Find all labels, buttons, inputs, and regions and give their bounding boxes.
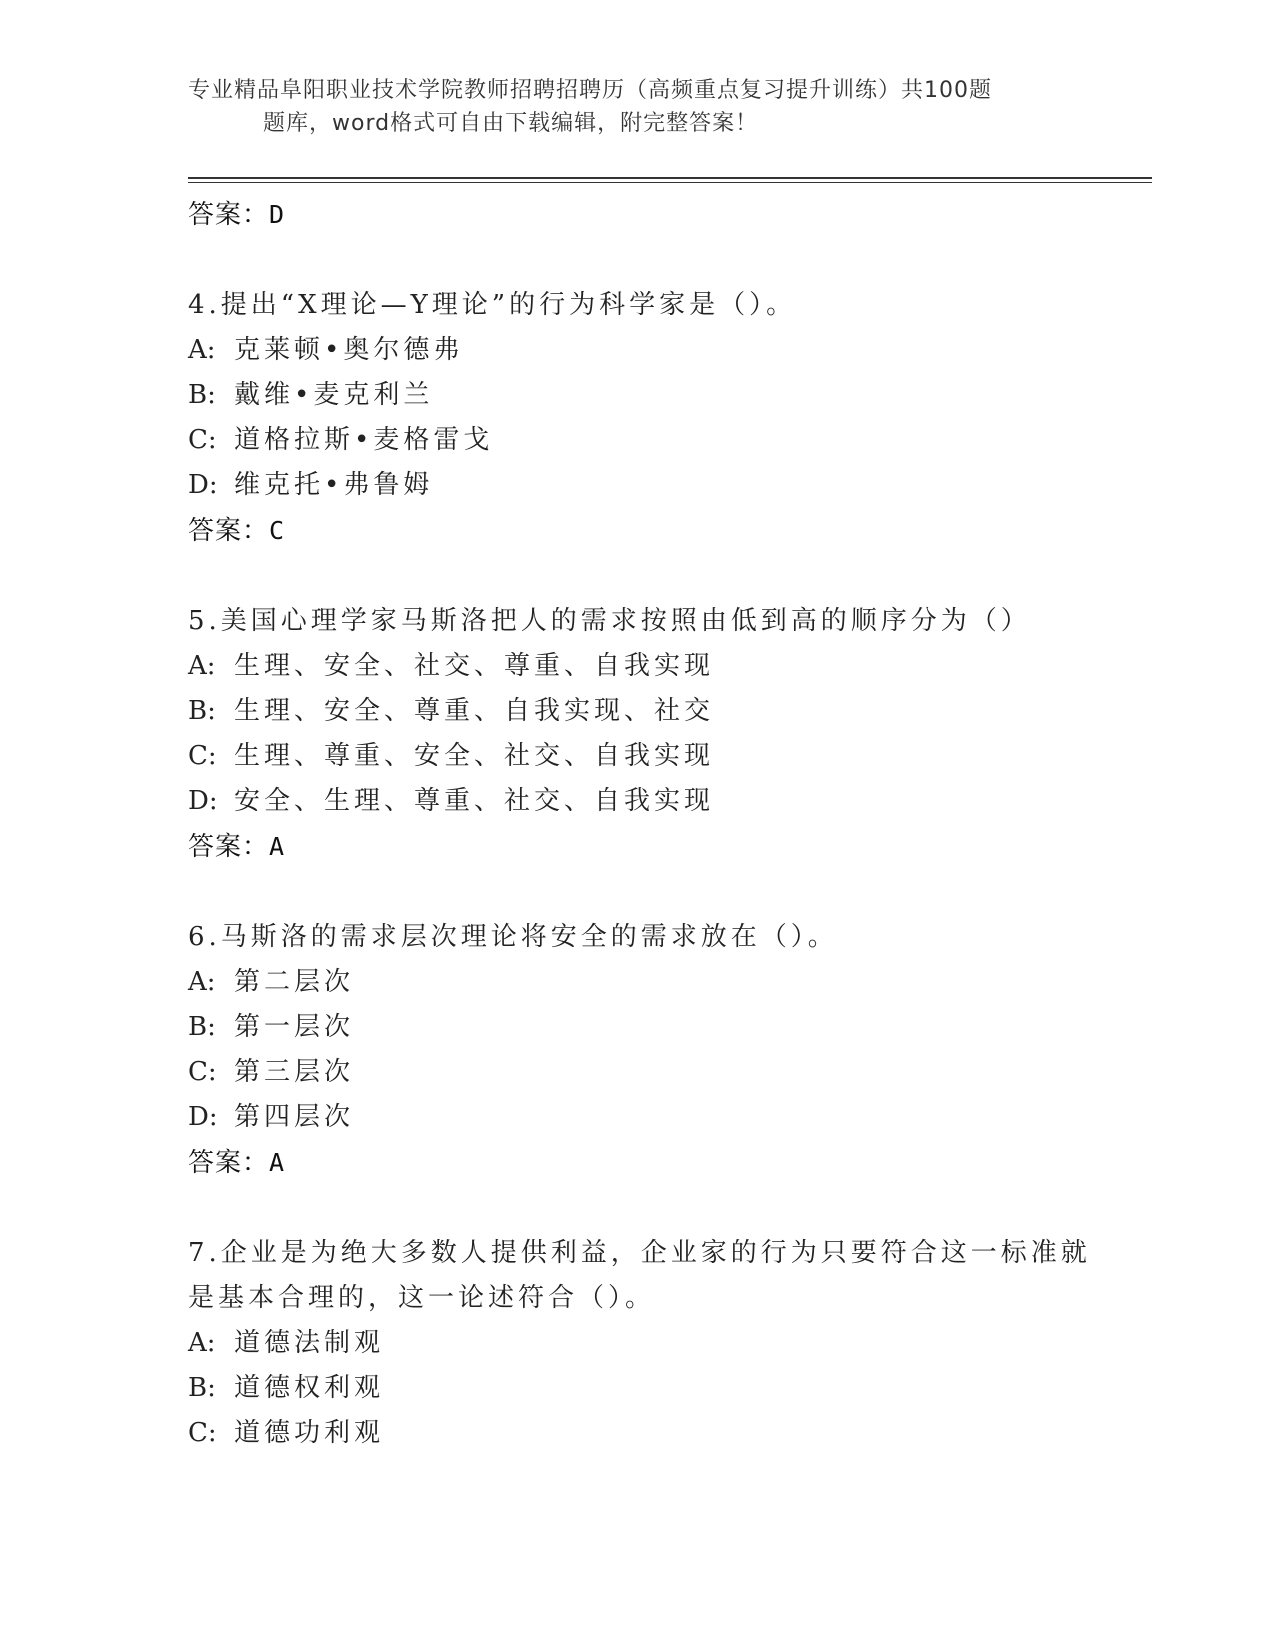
option-a [188, 1321, 1088, 1366]
option-b [188, 1366, 1088, 1411]
answer-line [188, 508, 1088, 553]
option-key: A: [188, 335, 216, 365]
option-a [188, 328, 1088, 373]
option-key: A: [188, 967, 216, 997]
option-text: 道德法制观 [234, 1328, 385, 1358]
option-key: B: [188, 696, 216, 726]
option-a [188, 960, 1088, 1005]
question-text-line2: 是基本合理的，这一论述符合（）。 [188, 1283, 656, 1313]
option-key: C: [188, 425, 217, 455]
spacer [188, 553, 1088, 599]
option-b [188, 373, 1088, 418]
option-key: D: [188, 470, 218, 500]
answer-line [188, 824, 1088, 869]
answer-value: A [269, 832, 286, 861]
question-block [188, 915, 1088, 1185]
option-text: 戴维•麦克利兰 [234, 380, 434, 410]
question-text: 4.提出“X理论—Y理论”的行为科学家是（）。 [188, 290, 797, 320]
spacer [188, 1185, 1088, 1231]
header-title-line2: 题库，word格式可自由下载编辑，附完整答案！ [263, 111, 759, 136]
question-list [188, 192, 1091, 1456]
answer-value: D [269, 200, 286, 229]
option-text: 第四层次 [234, 1102, 355, 1132]
header-title-line1: 专业精品阜阳职业技术学院教师招聘招聘历（高频重点复习提升训练）共100题 [188, 78, 992, 103]
option-text: 第一层次 [234, 1012, 355, 1042]
answer-value: C [269, 516, 286, 545]
option-d [188, 463, 1088, 508]
question-text: 5.美国心理学家马斯洛把人的需求按照由低到高的顺序分为（） [188, 606, 1031, 636]
document-header [188, 74, 1068, 140]
answer-value: A [269, 1148, 286, 1177]
option-key: B: [188, 380, 216, 410]
option-text: 维克托•弗鲁姆 [234, 470, 434, 500]
option-d [188, 1095, 1088, 1140]
option-b [188, 689, 1088, 734]
question-text: 6.马斯洛的需求层次理论将安全的需求放在（）。 [188, 922, 838, 952]
option-c [188, 1411, 1088, 1456]
header-divider-thin [188, 182, 1152, 183]
option-a [188, 644, 1088, 689]
option-text: 生理、尊重、安全、社交、自我实现 [234, 741, 715, 771]
option-text: 克莱顿•奥尔德弗 [234, 335, 464, 365]
answer-label: 答案： [188, 1148, 270, 1178]
option-c [188, 418, 1088, 463]
option-text: 道格拉斯•麦格雷戈 [234, 425, 494, 455]
option-text: 道德权利观 [234, 1373, 385, 1403]
spacer [188, 869, 1088, 915]
answer-label: 答案： [188, 516, 270, 546]
option-text: 生理、安全、尊重、自我实现、社交 [234, 696, 715, 726]
option-d [188, 779, 1088, 824]
option-text: 第二层次 [234, 967, 355, 997]
option-text: 生理、安全、社交、尊重、自我实现 [234, 651, 715, 681]
option-c [188, 1050, 1088, 1095]
option-key: B: [188, 1373, 216, 1403]
answer-line [188, 1140, 1088, 1185]
option-text: 安全、生理、尊重、社交、自我实现 [234, 786, 715, 816]
option-key: B: [188, 1012, 216, 1042]
option-key: D: [188, 1102, 218, 1132]
option-b [188, 1005, 1088, 1050]
answer-line [188, 192, 1088, 237]
answer-label: 答案： [188, 200, 270, 230]
option-key: C: [188, 1057, 217, 1087]
option-key: C: [188, 741, 217, 771]
option-key: A: [188, 1328, 216, 1358]
option-c [188, 734, 1088, 779]
question-block [188, 1231, 1091, 1456]
option-text: 道德功利观 [234, 1418, 385, 1448]
answer-label: 答案： [188, 832, 270, 862]
question-text-line1: 7.企业是为绝大多数人提供利益，企业家的行为只要符合这一标准就 [188, 1238, 1091, 1268]
question-block [188, 283, 1088, 553]
question-block [188, 599, 1088, 869]
spacer [188, 237, 1088, 283]
option-key: C: [188, 1418, 217, 1448]
header-divider-thick [188, 177, 1152, 179]
option-key: D: [188, 786, 218, 816]
option-key: A: [188, 651, 216, 681]
option-text: 第三层次 [234, 1057, 355, 1087]
